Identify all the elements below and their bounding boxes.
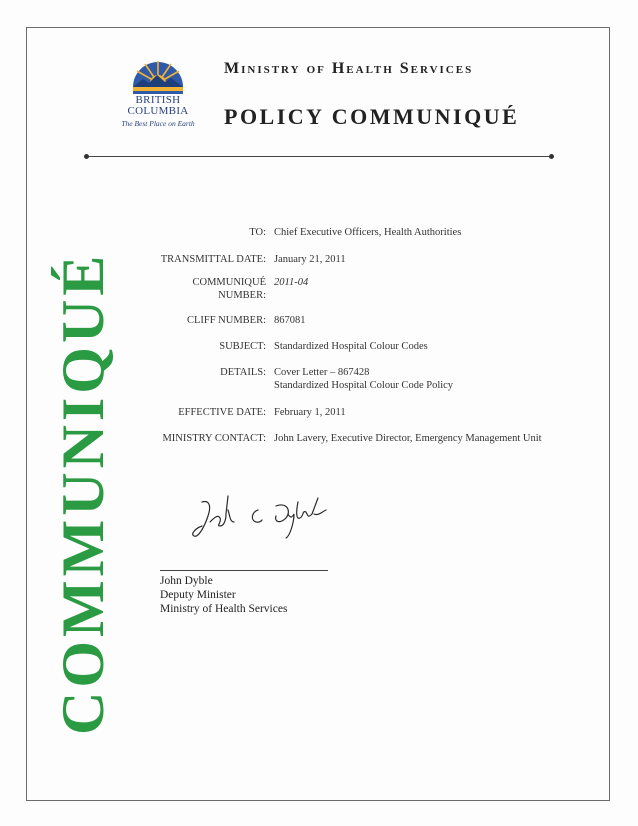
field-label: TO: — [249, 227, 266, 238]
signer-title: Deputy Minister — [160, 589, 236, 601]
signer-name: John Dyble — [160, 575, 213, 587]
header-rule — [86, 156, 552, 157]
document-title: POLICY COMMUNIQUÉ — [224, 104, 520, 129]
sun-mountain-icon — [131, 57, 185, 95]
field-value: Standardized Hospital Colour Codes — [274, 341, 428, 352]
signer-block — [160, 574, 287, 616]
field-label: DETAILS: — [220, 367, 266, 378]
signature-line — [160, 570, 328, 571]
field-value: 867081 — [274, 315, 306, 326]
handwritten-signature — [190, 492, 360, 547]
field-label: CLIFF NUMBER: — [186, 315, 266, 326]
field-value: Chief Executive Officers, Health Authorities — [274, 227, 462, 238]
field-label: SUBJECT: — [219, 341, 266, 352]
field-value-2: Standardized Hospital Colour Code Policy — [274, 380, 454, 391]
field-label: EFFECTIVE DATE: — [178, 407, 266, 418]
field-label: MINISTRY CONTACT: — [162, 433, 266, 444]
field-value: Cover Letter – 867428 — [274, 367, 370, 378]
field-value: 2011-04 — [274, 277, 309, 288]
ministry-name: Ministry of Health Services — [224, 60, 474, 77]
field-value: January 21, 2011 — [274, 254, 346, 265]
logo-columbia: COLUMBIA — [127, 105, 189, 117]
rule-dot-right — [549, 154, 554, 159]
logo-tagline: The Best Place on Earth — [121, 119, 195, 128]
signer-org: Ministry of Health Services — [160, 603, 288, 615]
logo-british: BRITISH — [135, 94, 181, 106]
bc-logo — [103, 57, 213, 128]
field-label: COMMUNIQUÉ NUMBER: — [192, 277, 266, 301]
field-value: February 1, 2011 — [274, 407, 346, 418]
rule-dot-left — [84, 154, 89, 159]
field-value: John Lavery, Executive Director, Emergency Management Unit — [274, 433, 542, 444]
field-label: TRANSMITTAL DATE: — [160, 254, 266, 265]
side-banner: COMMUNIQUÉ — [50, 251, 116, 735]
